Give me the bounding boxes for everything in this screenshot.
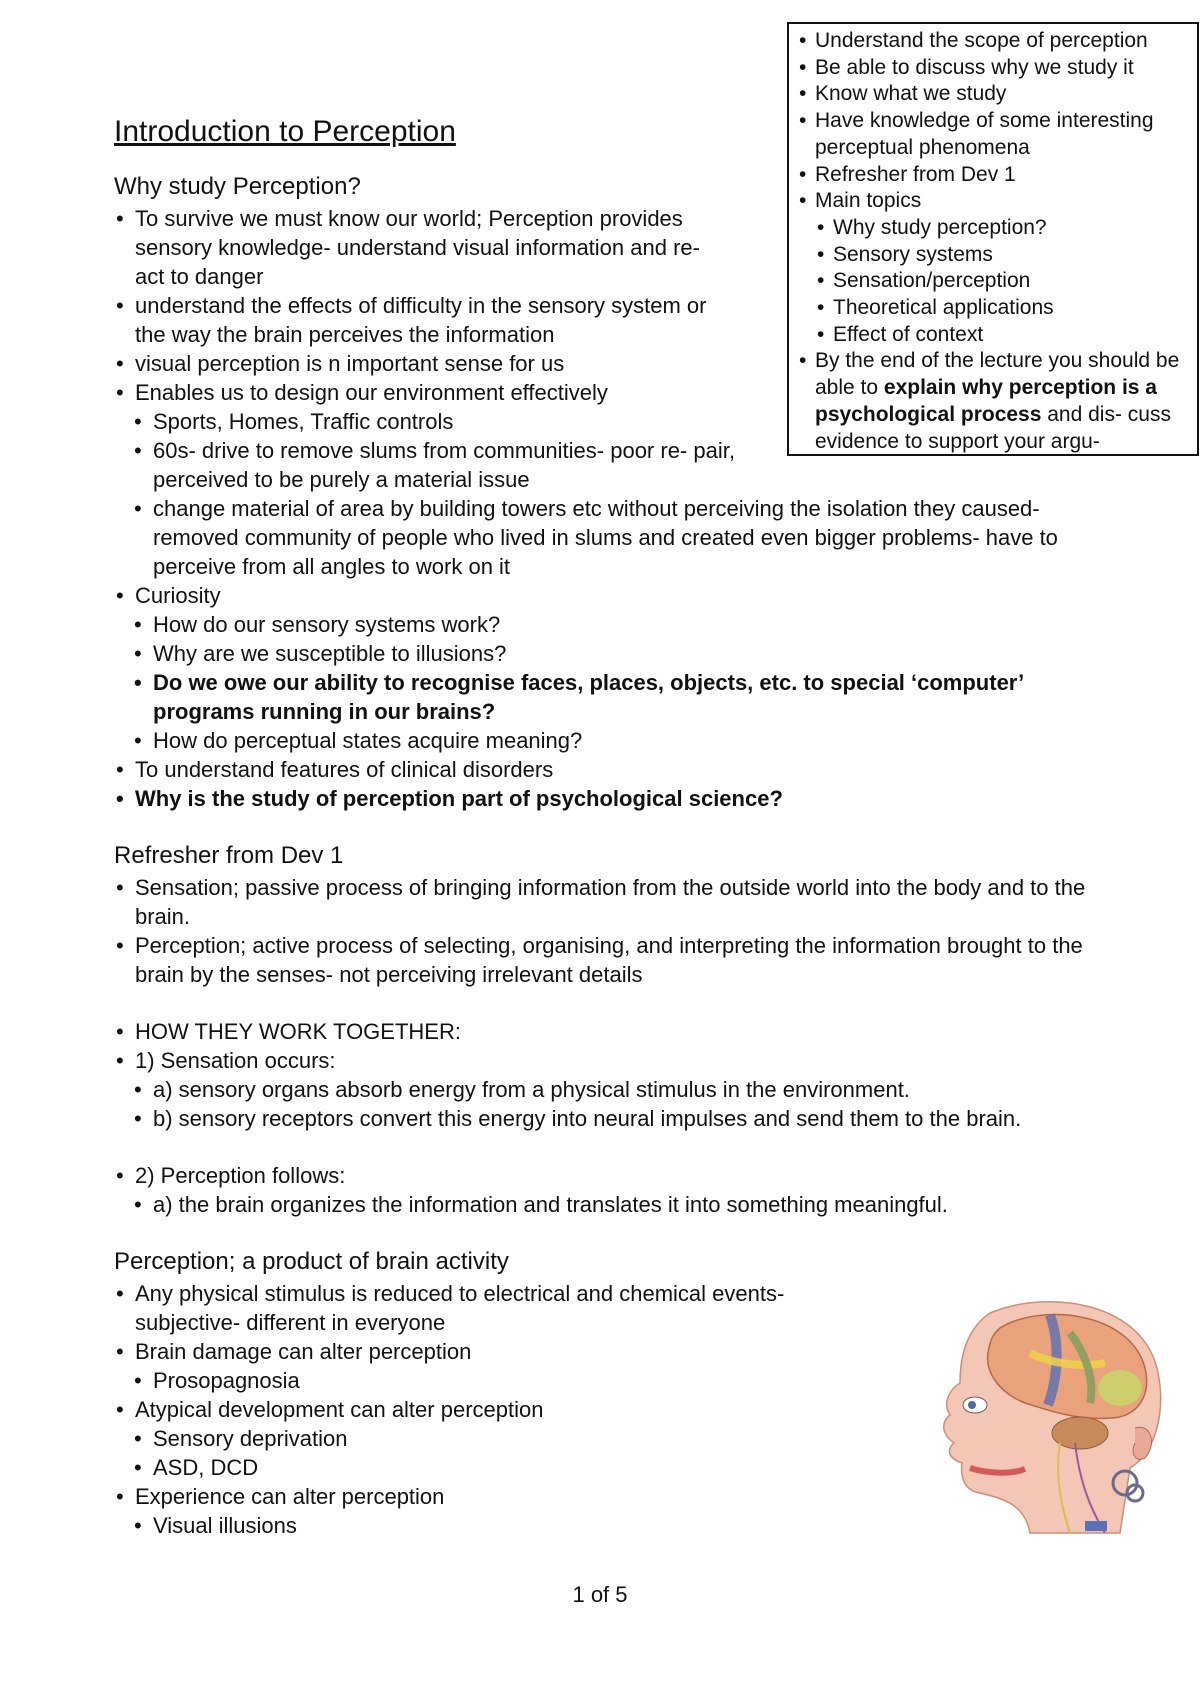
objective-text: Sensation/perception — [833, 269, 1031, 293]
objective-text: Have knowledge of some interesting perceptual phenomena — [815, 109, 1154, 159]
list-item-text: 1) Sensation occurs: — [135, 1048, 336, 1073]
bullet: • — [134, 1426, 142, 1451]
list-item — [114, 755, 1114, 784]
bullet: • — [116, 1048, 124, 1073]
section — [114, 1161, 1114, 1219]
list-item — [114, 1046, 1114, 1075]
bullet: • — [116, 206, 124, 231]
list-item — [114, 204, 735, 291]
list-item-text: ASD, DCD — [153, 1455, 259, 1480]
objective-item — [797, 81, 1191, 108]
section — [114, 841, 1114, 989]
section-heading: Why study Perception? — [114, 173, 361, 200]
list-item-text: Perception; active process of selecting, organising, and interpreting the information brought to the brain by the senses- not perceiving irrelevant details — [135, 933, 1083, 987]
list-item-text: Brain damage can alter perception — [135, 1339, 472, 1364]
bullet: • — [799, 82, 807, 106]
list-item — [114, 639, 1114, 668]
bullet: • — [799, 29, 807, 52]
list-item-text: 2) Perception follows: — [135, 1163, 346, 1188]
page-title: Introduction to Perception — [114, 115, 456, 148]
page-number: 1 of 5 — [572, 1582, 628, 1607]
list-item — [114, 1190, 1114, 1219]
objective-text: Understand the scope of perception — [815, 29, 1148, 52]
objective-text: Theoretical applications — [833, 296, 1054, 320]
list-item-text: Sensory deprivation — [153, 1426, 348, 1451]
list-item — [114, 494, 1114, 581]
bullet: • — [134, 1077, 142, 1102]
list-item-text: Visual illusions — [153, 1513, 297, 1538]
objective-text: Know what we study — [815, 82, 1007, 106]
bullet: • — [116, 293, 124, 318]
section — [114, 172, 1114, 813]
section-spacer — [114, 1133, 1114, 1161]
list-item — [114, 1075, 1114, 1104]
bullet: • — [817, 296, 825, 320]
brain-diagram-image — [930, 1293, 1170, 1543]
bullet: • — [134, 1368, 142, 1393]
list-item-text: Curiosity — [135, 583, 221, 608]
list-item-text: understand the effects of difficulty in the sensory system or the way the brain perceives the information — [135, 293, 707, 347]
bullet: • — [134, 1192, 142, 1217]
closing-post: and dis- cuss evidence to support your argu- — [815, 402, 1171, 453]
bullet: • — [799, 162, 807, 186]
bullet: • — [116, 1163, 124, 1188]
bullet: • — [134, 496, 142, 521]
bullet: • — [116, 786, 124, 811]
list-item-text: To survive we must know our world; Perception provides sensory knowledge- understand visual information and re- act to danger — [135, 206, 700, 289]
bullet: • — [799, 55, 807, 79]
section-heading: Perception; a product of brain activity — [114, 1248, 509, 1275]
bullet: • — [134, 612, 142, 637]
closing-bold: explain why perception is a psychological process — [815, 376, 1157, 426]
bullet: • — [116, 933, 124, 958]
section-spacer — [114, 989, 1114, 1017]
list-item-text: visual perception is n important sense for us — [135, 351, 565, 376]
bullet: • — [799, 189, 807, 213]
list-item-text: Enables us to design our environment effectively — [135, 380, 608, 405]
bullet: • — [799, 349, 807, 373]
list-item — [114, 784, 1114, 813]
list-item — [114, 378, 735, 407]
objective-text: Effect of context — [833, 322, 984, 346]
list-item-text: a) sensory organs absorb energy from a physical stimulus in the environment. — [153, 1077, 910, 1102]
list-item-text: change material of area by building towers etc without perceiving the isolation they caused- removed community of people who lived in slums and created even bigger problems- have to perceive from all angles to work on it — [153, 496, 1058, 579]
list-item-text: b) sensory receptors convert this energy into neural impulses and send them to the brain. — [153, 1106, 1022, 1131]
list-item — [114, 1104, 1114, 1133]
objective-item — [797, 55, 1191, 82]
list-item — [114, 873, 1114, 931]
section-heading: Refresher from Dev 1 — [114, 842, 344, 869]
bullet: • — [134, 641, 142, 666]
list-item — [114, 1017, 1114, 1046]
list-item — [114, 1161, 1114, 1190]
list-item — [114, 436, 743, 494]
bullet: • — [134, 409, 142, 434]
bullet: • — [817, 215, 825, 239]
list-item — [114, 1279, 835, 1337]
bullet: • — [116, 583, 124, 608]
bullet: • — [116, 1339, 124, 1364]
list-item-text: Any physical stimulus is reduced to electrical and chemical events- subjective- different in everyone — [135, 1281, 785, 1335]
closing-pre: By the end of the lecture you should be able to — [815, 349, 1180, 400]
list-item-text: Sensation; passive process of bringing information from the outside world into the body and to the brain. — [135, 875, 1086, 929]
list-item — [114, 581, 1114, 610]
list-item-text: HOW THEY WORK TOGETHER: — [135, 1019, 461, 1044]
objective-text: Main topics — [815, 189, 922, 213]
list-item-text: How do our sensory systems work? — [153, 612, 501, 637]
bullet: • — [116, 1019, 124, 1044]
bullet: • — [134, 438, 142, 463]
list-item-text: Sports, Homes, Traffic controls — [153, 409, 454, 434]
bullet: • — [134, 1455, 142, 1480]
bullet: • — [116, 1484, 124, 1509]
list-item-text: How do perceptual states acquire meaning? — [153, 728, 583, 753]
objective-text: Be able to discuss why we study it — [815, 55, 1134, 79]
list-item-text: a) the brain organizes the information and translates it into something meaningful. — [153, 1192, 948, 1217]
list-item — [114, 668, 1114, 726]
list-item-text: Why is the study of perception part of psychological science? — [135, 786, 783, 811]
objective-item — [797, 28, 1191, 55]
section-spacer — [114, 813, 1114, 841]
bullet: • — [116, 757, 124, 782]
bullet: • — [817, 269, 825, 293]
list-item — [114, 291, 735, 349]
section-spacer — [114, 1219, 1114, 1247]
list-item — [114, 349, 735, 378]
list-item — [114, 407, 753, 436]
bullet: • — [817, 242, 825, 266]
list-item — [114, 726, 1114, 755]
section — [114, 1017, 1114, 1133]
bullet: • — [116, 380, 124, 405]
bullet: • — [134, 728, 142, 753]
list-item — [114, 931, 1114, 989]
bullet: • — [116, 351, 124, 376]
bullet: • — [116, 1281, 124, 1306]
list-item-text: Prosopagnosia — [153, 1368, 300, 1393]
list-item-text: Atypical development can alter perception — [135, 1397, 544, 1422]
bullet: • — [134, 1513, 142, 1538]
list-item-text: Experience can alter perception — [135, 1484, 445, 1509]
bullet: • — [116, 875, 124, 900]
bullet: • — [134, 670, 142, 695]
bullet: • — [134, 1106, 142, 1131]
list-item-text: Do we owe our ability to recognise faces, places, objects, etc. to special ‘computer’ programs running in our brains? — [153, 670, 1024, 724]
list-item-text: 60s- drive to remove slums from communities- poor re- pair, perceived to be purely a material issue — [153, 438, 735, 492]
bullet: • — [817, 322, 825, 346]
list-item — [114, 610, 1114, 639]
list-item-text: To understand features of clinical disorders — [135, 757, 554, 782]
objective-text: Refresher from Dev 1 — [815, 162, 1016, 186]
objective-text: Why study perception? — [833, 215, 1047, 239]
bullet: • — [799, 109, 807, 133]
objective-text: Sensory systems — [833, 242, 993, 266]
bullet: • — [116, 1397, 124, 1422]
list-item-text: Why are we susceptible to illusions? — [153, 641, 507, 666]
